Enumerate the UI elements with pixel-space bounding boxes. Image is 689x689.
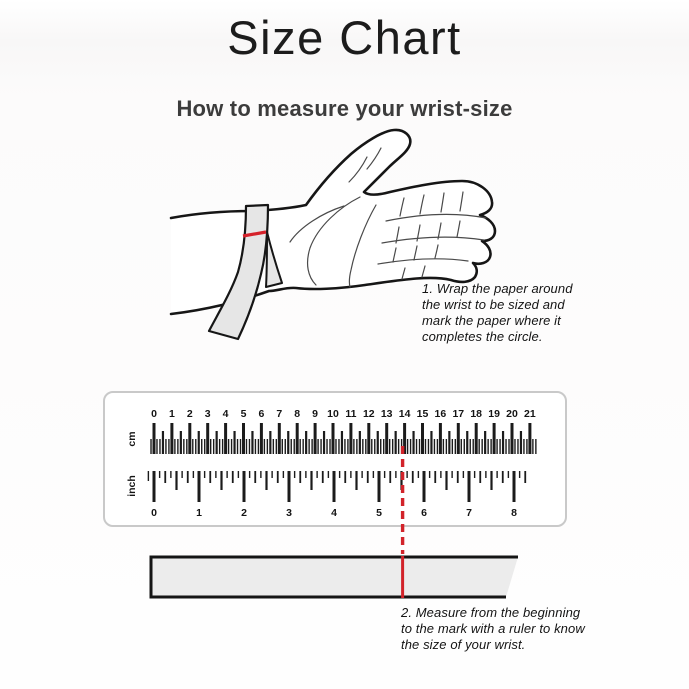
- svg-text:5: 5: [376, 507, 382, 519]
- svg-text:19: 19: [488, 408, 500, 420]
- svg-text:18: 18: [470, 408, 483, 420]
- svg-text:4: 4: [222, 408, 229, 420]
- svg-text:2: 2: [186, 408, 193, 420]
- svg-text:5: 5: [240, 408, 247, 420]
- svg-text:6: 6: [421, 507, 427, 519]
- page-title: Size Chart: [227, 11, 462, 64]
- svg-text:1: 1: [168, 408, 175, 420]
- svg-text:7: 7: [276, 408, 283, 420]
- svg-text:4: 4: [331, 507, 337, 519]
- svg-text:12: 12: [362, 408, 375, 420]
- svg-text:16: 16: [434, 408, 447, 420]
- svg-text:0: 0: [151, 507, 157, 519]
- svg-text:9: 9: [312, 408, 319, 420]
- svg-text:2: 2: [241, 507, 247, 519]
- svg-text:inch: inch: [126, 475, 138, 497]
- svg-text:6: 6: [258, 408, 265, 420]
- svg-text:13: 13: [380, 408, 393, 420]
- ruler-scales: [105, 393, 565, 525]
- svg-text:11: 11: [345, 408, 357, 420]
- svg-text:20: 20: [506, 408, 518, 420]
- svg-text:10: 10: [327, 408, 339, 420]
- page-subtitle: How to measure your wrist-size: [176, 96, 513, 121]
- svg-text:3: 3: [286, 507, 292, 519]
- svg-text:15: 15: [416, 408, 429, 420]
- svg-text:21: 21: [524, 408, 536, 420]
- step-1-instruction: 1. Wrap the paper around the wrist to be sized and mark the paper where it completes the circle.: [422, 281, 573, 344]
- svg-text:14: 14: [398, 408, 411, 420]
- svg-text:cm: cm: [126, 431, 138, 447]
- svg-text:7: 7: [466, 507, 472, 519]
- svg-text:1: 1: [196, 507, 202, 519]
- step-2-instruction: 2. Measure from the beginning to the mark with a ruler to know the size of your wrist.: [401, 605, 585, 652]
- ruler: [103, 391, 567, 527]
- svg-text:0: 0: [151, 408, 157, 420]
- svg-text:8: 8: [511, 507, 517, 519]
- svg-text:3: 3: [204, 408, 211, 420]
- svg-text:17: 17: [452, 408, 465, 420]
- svg-text:8: 8: [294, 408, 301, 420]
